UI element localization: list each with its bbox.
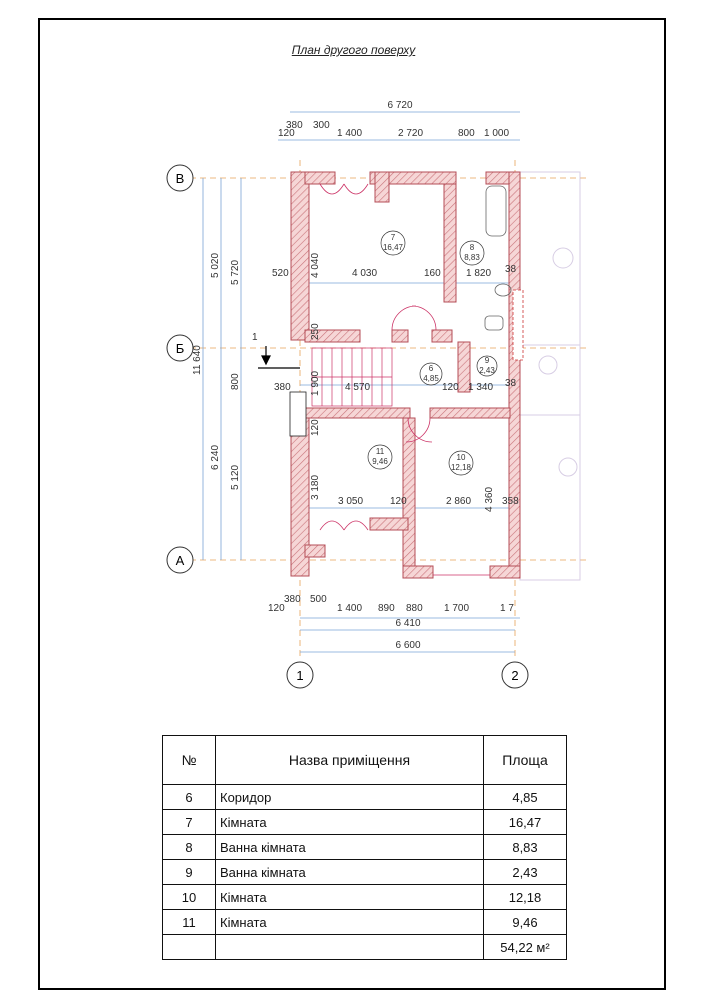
dim-inner-8: 380: [274, 382, 291, 393]
dim-bot-3: 1 400: [337, 603, 363, 614]
dim-inner-16: 4 360: [484, 486, 495, 512]
cell-empty: [163, 935, 216, 960]
dim-inner-17: 38: [505, 264, 517, 275]
table-header-row: [163, 736, 567, 785]
axis-label-2: 2: [511, 668, 519, 683]
dim-bot-5: 880: [406, 603, 423, 614]
dim-inner-19: 358: [502, 496, 519, 507]
section-marker: [258, 346, 300, 368]
cell-name: Кімната: [216, 810, 484, 835]
stair: [312, 348, 392, 406]
dim-inner-2: 4 030: [352, 268, 378, 279]
dim-bot-1: 380: [284, 594, 301, 605]
cell-no: 6: [163, 785, 216, 810]
dim-inner-3: 160: [424, 268, 441, 279]
dim-bot-6: 1 700: [444, 603, 470, 614]
dim-left-b2: 5 120: [230, 464, 241, 490]
dim-inner-14: 120: [390, 496, 407, 507]
dim-top-2: 300: [313, 120, 330, 131]
room-area-10: 12,18: [450, 463, 472, 472]
room-no-9: 9: [484, 356, 490, 365]
table-row: [163, 810, 567, 835]
dim-top-3: 1 400: [337, 128, 363, 139]
dim-top-6: 1 000: [484, 128, 510, 139]
dim-top-total: 6 720: [387, 100, 413, 111]
dim-inner-11: 120: [310, 419, 321, 436]
room-no-6: 6: [428, 364, 434, 373]
dim-inner-1: 4 040: [310, 252, 321, 278]
room-no-10: 10: [456, 453, 466, 462]
dim-top-5: 800: [458, 128, 475, 139]
dim-inner-15: 2 860: [446, 496, 472, 507]
axis-label-1: 1: [296, 668, 304, 683]
dim-left-outer: 11 640: [192, 345, 203, 375]
dim-inner-7: 4 570: [345, 382, 371, 393]
table-row: [163, 885, 567, 910]
room-no-7: 7: [390, 233, 396, 242]
dim-inner-5: 250: [310, 323, 321, 340]
axis-label-v: В: [175, 171, 185, 186]
cell-area: 2,43: [484, 860, 567, 885]
cell-area: 8,83: [484, 835, 567, 860]
dim-inner-0: 520: [272, 268, 289, 279]
room-area-6: 4,85: [423, 374, 439, 383]
dim-inner-4: 1 820: [466, 268, 492, 279]
plan-title: План другого поверху: [291, 43, 416, 57]
room-area-11: 9,46: [372, 457, 388, 466]
dim-bot-2: 500: [310, 594, 327, 605]
cell-no: 8: [163, 835, 216, 860]
axis-bubble-rows: [167, 165, 193, 573]
col-header-name: Назва приміщення: [216, 736, 484, 785]
dim-top-1: 380: [286, 120, 303, 131]
cell-no: 9: [163, 860, 216, 885]
room-area-7: 16,47: [382, 243, 404, 252]
dim-inner-10: 1 340: [468, 382, 494, 393]
cell-area: 9,46: [484, 910, 567, 935]
dim-left-b1: 800: [230, 373, 241, 390]
room-no-11: 11: [375, 447, 385, 456]
dim-inner-12: 3 180: [310, 474, 321, 500]
axis-bubble-cols: [287, 662, 528, 688]
dim-top-0: 120: [278, 128, 295, 139]
axis-label-a: А: [175, 553, 185, 568]
cell-empty: [216, 935, 484, 960]
cell-no: 11: [163, 910, 216, 935]
dim-left-a1: 6 240: [210, 444, 221, 470]
dim-inner-9: 120: [442, 382, 459, 393]
dim-bot-0: 120: [268, 603, 285, 614]
table-row: [163, 785, 567, 810]
dim-inner-18: 38: [505, 378, 517, 389]
cell-area: 12,18: [484, 885, 567, 910]
cell-no: 10: [163, 885, 216, 910]
dim-top-4: 2 720: [398, 128, 424, 139]
table-total-row: [163, 935, 567, 960]
cell-name: Коридор: [216, 785, 484, 810]
dim-left-a0: 5 020: [210, 252, 221, 278]
dim-bot-total-2: 6 600: [395, 640, 421, 651]
cell-name: Кімната: [216, 910, 484, 935]
neighbor-unit-ghost: [520, 172, 580, 580]
dim-bot-4: 890: [378, 603, 395, 614]
dim-left-b0: 5 720: [230, 259, 241, 285]
axis-label-b: Б: [175, 341, 185, 356]
total-area: 54,22 м²: [484, 935, 567, 960]
cell-area: 16,47: [484, 810, 567, 835]
sanitary-fixtures: [290, 186, 523, 436]
room-schedule-table: [162, 735, 567, 960]
table-row: [163, 835, 567, 860]
room-area-8: 8,83: [464, 253, 480, 262]
col-header-number: №: [163, 736, 216, 785]
table-row: [163, 910, 567, 935]
cell-name: Кімната: [216, 885, 484, 910]
table-row: [163, 860, 567, 885]
dim-bot-7: 1 7: [500, 603, 514, 614]
dim-inner-6: 1 900: [310, 370, 321, 396]
dim-inner-13: 3 050: [338, 496, 364, 507]
room-area-9: 2,43: [479, 366, 495, 375]
section-label: 1: [252, 332, 258, 343]
dim-bot-total-1: 6 410: [395, 618, 421, 629]
col-header-area: Площа: [484, 736, 567, 785]
cell-name: Ванна кімната: [216, 860, 484, 885]
cell-area: 4,85: [484, 785, 567, 810]
room-no-8: 8: [469, 243, 475, 252]
cell-no: 7: [163, 810, 216, 835]
cell-name: Ванна кімната: [216, 835, 484, 860]
